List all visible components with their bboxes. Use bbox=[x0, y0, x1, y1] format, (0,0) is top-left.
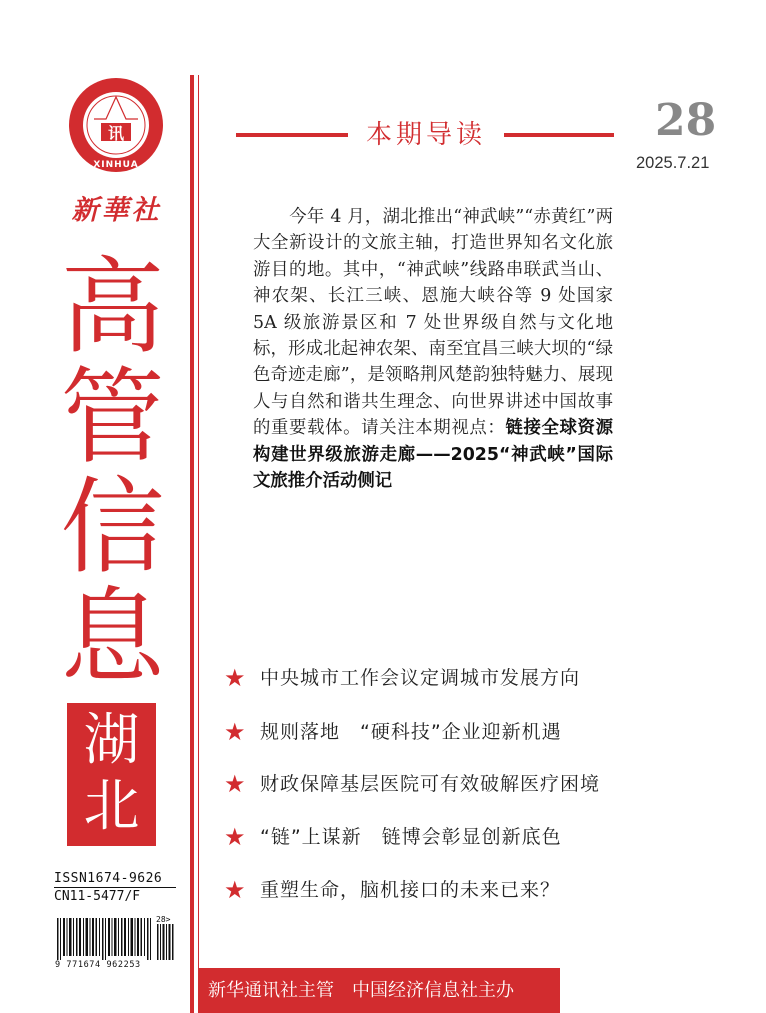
star-icon: ★ bbox=[224, 823, 246, 851]
guide-bar-right bbox=[504, 133, 614, 137]
title-char-3: 信 bbox=[60, 466, 165, 588]
guide-bar-left bbox=[236, 133, 348, 137]
guide-title: 本期导读 bbox=[365, 120, 486, 150]
guide-header bbox=[236, 118, 614, 152]
headline-text: 重塑生命，脑机接口的未来已来？ bbox=[260, 879, 561, 901]
issue-date: 2025.7.21 bbox=[636, 154, 710, 172]
publisher-footer: 新华通讯社主管 中国经济信息社主办 bbox=[198, 968, 560, 1013]
guide-intro-text: 今年 4 月，湖北推出“神武峡”“赤黄红”两大全新设计的文旅主轴，打造世界知名文化旅游目的地。其中，“神武峡”线路串联武当山、神农架、长江三峡、恩施大峡谷等 9 处国家 5A 级旅游景区和 7 处世界级自然与文化地标，形成北起神农架、南至宜昌三峡大坝的“绿色奇迹走廊”，是领略荆风楚韵独特魅力、展现人与自然和谐共生理念、向世界讲述中国故事的重要载体。请关注本期视点： bbox=[253, 207, 613, 439]
logo-mark-text: 讯 bbox=[107, 124, 125, 143]
agency-name: 新華社 bbox=[71, 195, 162, 226]
star-icon: ★ bbox=[224, 876, 246, 904]
headline-item[interactable] bbox=[224, 875, 560, 905]
star-icon: ★ bbox=[224, 664, 246, 692]
headline-item[interactable] bbox=[224, 769, 600, 799]
edition-char-2: 北 bbox=[83, 774, 140, 839]
headline-item[interactable] bbox=[224, 663, 580, 693]
barcode-addon: 28> bbox=[156, 915, 171, 924]
title-char-4: 息 bbox=[60, 576, 165, 698]
cn-label: CN11-5477/F bbox=[54, 889, 141, 904]
guide-intro-featured: 链接全球资源 构建世界级旅游走廊——2025“神武峡”国际文旅推介活动侧记 bbox=[253, 418, 631, 492]
headline-text: 规则落地 “硬科技”企业迎新机遇 bbox=[260, 721, 562, 743]
issn-label: ISSN1674-9626 bbox=[54, 871, 163, 886]
headline-text: “链”上谋新 链博会彰显创新底色 bbox=[260, 826, 562, 848]
guide-intro bbox=[253, 204, 631, 494]
title-char-2: 管 bbox=[60, 356, 165, 478]
vertical-divider bbox=[190, 75, 194, 1013]
logo-ring-text: XINHUA bbox=[93, 160, 139, 170]
edition-char-1: 湖 bbox=[83, 708, 140, 773]
edition-badge bbox=[67, 703, 156, 846]
issn-underline bbox=[54, 887, 176, 888]
headline-item[interactable] bbox=[224, 717, 562, 747]
vertical-divider-thin bbox=[198, 75, 199, 1013]
star-icon: ★ bbox=[224, 718, 246, 746]
title-char-1: 高 bbox=[60, 246, 165, 368]
issue-number: 28 bbox=[655, 95, 717, 146]
barcode bbox=[57, 918, 177, 960]
headline-text: 财政保障基层医院可有效破解医疗困境 bbox=[260, 773, 601, 795]
star-icon: ★ bbox=[224, 770, 246, 798]
headline-text: 中央城市工作会议定调城市发展方向 bbox=[260, 667, 581, 689]
xinhua-logo bbox=[66, 75, 166, 175]
headline-item[interactable] bbox=[224, 822, 562, 852]
barcode-digits: 9 771674 962253 bbox=[55, 960, 141, 970]
